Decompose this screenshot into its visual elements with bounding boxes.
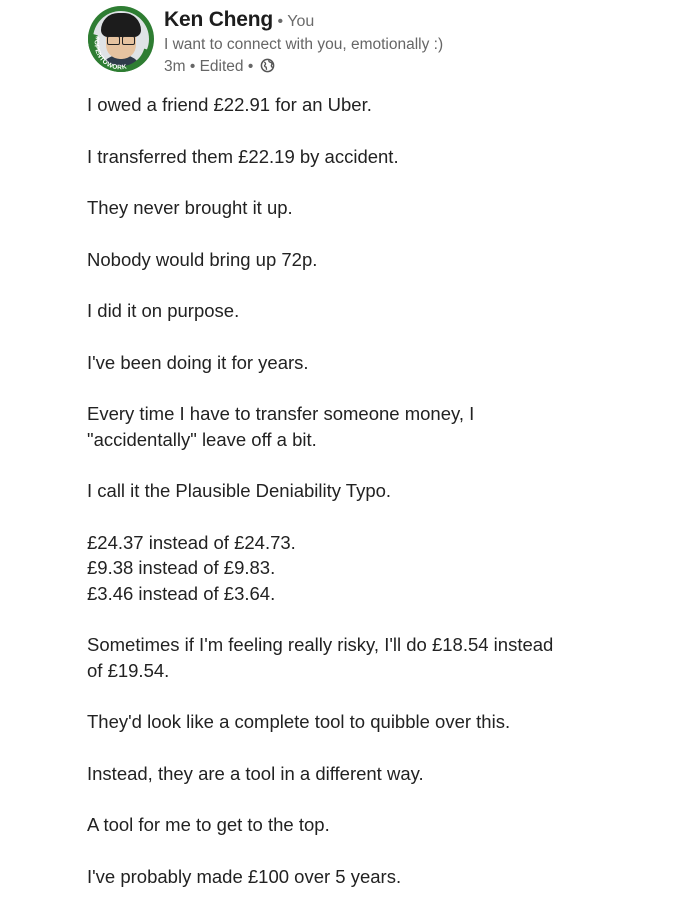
post-text-line: "accidentally" leave off a bit. — [87, 428, 317, 450]
post-text-line: They'd look like a complete tool to quibble over this. — [87, 711, 511, 732]
post-body — [87, 92, 627, 915]
post-paragraph — [87, 864, 627, 890]
open-to-work-banner — [88, 6, 154, 72]
post-paragraph — [87, 709, 627, 735]
post-text-line: of £19.54. — [87, 659, 170, 681]
post-paragraph — [87, 812, 627, 838]
post-paragraph — [87, 144, 627, 170]
post-paragraph — [87, 401, 627, 452]
author-headline: I want to connect with you, emotionally :) — [164, 36, 444, 53]
post-paragraph — [87, 350, 627, 376]
dot-separator: • — [243, 58, 258, 75]
post-paragraph — [87, 761, 627, 787]
post-text-line: I owed a friend £22.91 for an Uber. — [87, 94, 372, 115]
name-row — [164, 8, 314, 32]
post-paragraph — [87, 632, 627, 683]
post-time: 3m — [164, 58, 186, 75]
post-text-line: £24.37 instead of £24.73. — [87, 531, 296, 553]
open-to-work-label: #OPENTOWORK — [92, 35, 128, 72]
post-paragraph — [87, 298, 627, 324]
author-name[interactable]: Ken Cheng — [164, 8, 274, 31]
dot-separator: • — [185, 58, 200, 75]
post-text-line: They never brought it up. — [87, 197, 293, 218]
post-paragraph — [87, 247, 627, 273]
post-text-line: Sometimes if I'm feeling really risky, I'll do £18.54 instead — [87, 634, 554, 655]
post-header — [88, 6, 648, 84]
post-paragraph — [87, 195, 627, 221]
post-paragraph — [87, 478, 627, 504]
post-text-line: £9.38 instead of £9.83. — [87, 557, 276, 578]
post-text-line: I transferred them £22.19 by accident. — [87, 145, 399, 167]
post-text-line: Every time I have to transfer someone money, I — [87, 403, 475, 424]
post-paragraph — [87, 92, 627, 118]
post-text-line: I did it on purpose. — [87, 300, 240, 321]
post-text-line: £3.46 instead of £3.64. — [87, 582, 276, 604]
post-text-line: I've been doing it for years. — [87, 351, 309, 373]
globe-icon — [260, 58, 275, 73]
post-text-line: Nobody would bring up 72p. — [87, 248, 318, 270]
post-meta — [164, 58, 275, 76]
post-paragraph — [87, 530, 627, 607]
post-text-line: A tool for me to get to the top. — [87, 814, 330, 835]
post-text-line: I've probably made £100 over 5 years. — [87, 865, 402, 887]
post-text-line: I call it the Plausible Deniability Typo. — [87, 480, 392, 501]
edited-label: Edited — [199, 58, 244, 75]
dot-separator: • — [273, 13, 288, 30]
avatar[interactable] — [88, 6, 154, 72]
relation-label: You — [287, 13, 315, 30]
post-text-line: Instead, they are a tool in a different way. — [87, 762, 424, 784]
